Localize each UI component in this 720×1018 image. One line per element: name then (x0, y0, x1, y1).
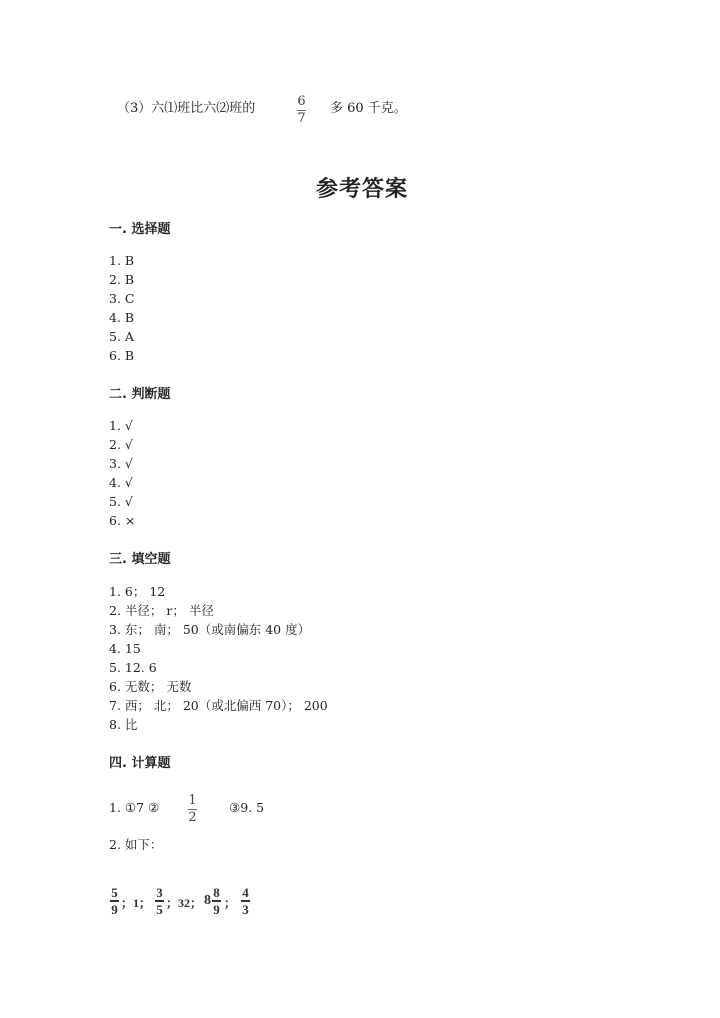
section-heading-judge: 二. 判断题 (109, 387, 171, 402)
fraction-numerator: 4 (242, 885, 249, 900)
choice-answer-list (109, 253, 134, 367)
answer-separator-1: ；1； (121, 896, 152, 910)
fill-answer-list (109, 584, 328, 736)
fraction-numerator: 3 (156, 885, 163, 900)
calc-item-1-suffix: ③9. 5 (229, 800, 265, 815)
calc-item-1-fraction (188, 794, 197, 825)
answer-mixed-whole: 8 (204, 893, 211, 908)
question-3-suffix: 多 60 千克。 (330, 101, 407, 116)
list-item: 1. √ (109, 418, 133, 433)
list-item: 4. √ (109, 475, 133, 490)
section-heading-fill: 三. 填空题 (109, 552, 171, 567)
answer-separator-2: ；32； (166, 896, 203, 910)
fraction-denominator: 9 (111, 901, 118, 917)
section-heading-calc: 四. 计算题 (109, 756, 171, 771)
list-item: 5. 12. 6 (109, 660, 157, 675)
answer-fraction-2 (155, 886, 164, 916)
fraction-numerator: 8 (213, 885, 220, 900)
calc-item-1-prefix: 1. ①7 ② (109, 800, 160, 815)
list-item: 5. A (109, 329, 134, 344)
fraction-denominator: 7 (297, 111, 306, 126)
list-item: 2. 半径； r； 半径 (109, 603, 214, 618)
answer-fraction-1 (110, 886, 119, 916)
fraction-numerator: 1 (188, 793, 197, 808)
fraction-denominator: 5 (156, 901, 163, 917)
list-item: 3. √ (109, 456, 133, 471)
list-item: 1. 6； 12 (109, 584, 166, 599)
list-item: 8. 比 (109, 717, 138, 732)
list-item: 7. 西； 北； 20（或北偏西 70）； 200 (109, 698, 328, 713)
calc-item-2: 2. 如下： (109, 837, 163, 852)
question-3 (117, 101, 255, 117)
section-heading-choice: 一. 选择题 (109, 222, 171, 237)
fraction-denominator: 9 (213, 901, 220, 917)
list-item: 6. × (109, 513, 136, 528)
fraction-denominator: 2 (188, 810, 197, 825)
question-3-fraction (297, 95, 306, 126)
answer-title: 参考答案 (316, 177, 409, 202)
list-item: 2. B (109, 272, 135, 287)
list-item: 5. √ (109, 494, 133, 509)
list-item: 3. C (109, 291, 135, 306)
judge-answer-list (109, 418, 135, 532)
fraction-denominator: 3 (242, 901, 249, 917)
fraction-numerator: 6 (297, 94, 306, 109)
list-item: 6. B (109, 348, 135, 363)
question-3-prefix: （3）六⑴班比六⑵班的 (117, 101, 256, 116)
fraction-numerator: 5 (111, 885, 118, 900)
list-item: 2. √ (109, 437, 133, 452)
answer-fraction-3 (212, 886, 221, 916)
answer-separator-3: ； (224, 896, 237, 910)
list-item: 3. 东； 南； 50（或南偏东 40 度） (109, 622, 311, 637)
list-item: 4. B (109, 310, 135, 325)
list-item: 1. B (109, 253, 135, 268)
answer-fraction-4 (241, 886, 250, 916)
list-item: 4. 15 (109, 641, 141, 656)
list-item: 6. 无数； 无数 (109, 679, 192, 694)
